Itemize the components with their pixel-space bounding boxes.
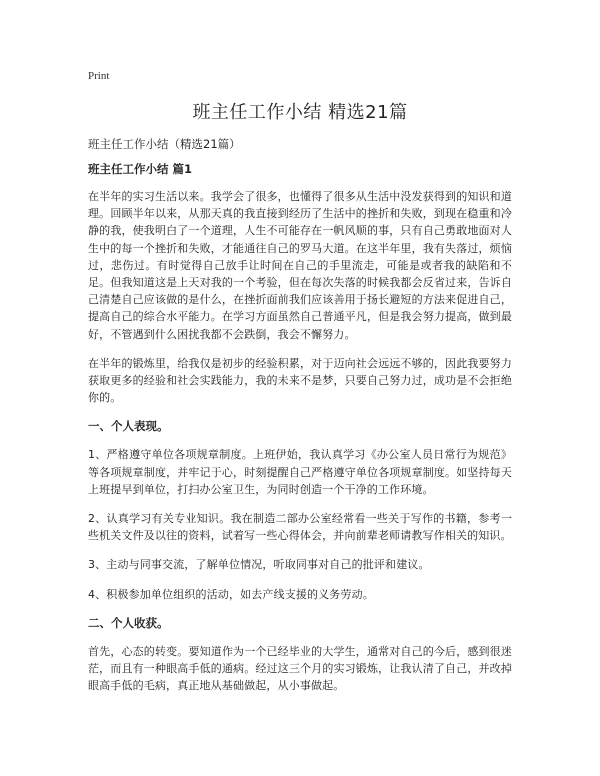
list-item: 1、严格遵守单位各项规章制度。上班伊始，我认真学习《办公室人员日常行为规范》等各项规章制度，并牢记于心，时刻提醒自己严格遵守单位各项规章制度。如坚持每天上班提早到单位，打扫办公室卫生，为同时创造一个干净的工作环境。 [88,448,512,496]
list-item: 4、积极参加单位组织的活动，如去产线支援的义务劳动。 [88,587,374,601]
paragraph: 在半年的实习生活以来。我学会了很多，也懂得了很多从生活中没发获得到的知识和道理。回顾半年以来，从那天真的我直接到经历了生活中的挫折和失败，到现在稳重和冷静的我，使我明白了一个道理，人生不可能存在一帆风顺的事，只有自己勇敢地面对人生中的每一个挫折和失败，才能通往自己的罗马大道。在这半年里，我有失落过，烦恼过，悲伤过。有时觉得自己放手让时间在自己的手里流走，可能是或者我的缺陷和不足。但我知道这是上天对我的一个考验，但在每次失落的时候我都会反省过来，告诉自己清楚自己应该做的是什么，在挫折面前我们应该善用于扬长避短的方法来促进自己，提高自己的综合水平能力。在学习方面虽然自己普通平凡，但是我会努力提高，做到最好，不管遇到什么困扰我都不会跌倒，我会不懈努力。 [88,190,512,341]
list-item: 2、认真学习有关专业知识。我在制造二部办公室经常看一些关于写作的书籍，参考一些机关文件及以往的资料，试着写一些心得体会，并向前辈老师请教写作相关的知识。 [88,512,512,543]
list-item: 首先，心态的转变。要知道作为一个已经毕业的大学生，通常对自己的今后，感到很迷茫，而且有一种眼高手低的通病。经过这三个月的实习锻炼，让我认清了自己，并改掉眼高手低的毛病，真正地从基础做起，从小事做起。 [88,644,512,693]
article-heading: 班主任工作小结 篇1 [88,162,193,176]
article-body [88,161,512,706]
list-item: 3、主动与同事交流，了解单位情况，听取同事对自己的批评和建议。 [88,558,430,572]
section-heading-performance: 一、个人表现。 [88,419,169,434]
section-heading-gains: 二、个人收获。 [88,615,169,630]
paragraph: 在半年的锻炼里，给我仅是初步的经验积累，对于迈向社会远远不够的，因此我要努力获取更多的经验和社会实践能力，我的未来不是梦，只要自己努力过，成功是不会拒绝你的。 [88,356,512,405]
print-link[interactable]: Print [88,70,110,82]
document-title: 班主任工作小结 精选21篇 [192,102,408,123]
document-subtitle: 班主任工作小结（精选21篇） [88,137,241,151]
